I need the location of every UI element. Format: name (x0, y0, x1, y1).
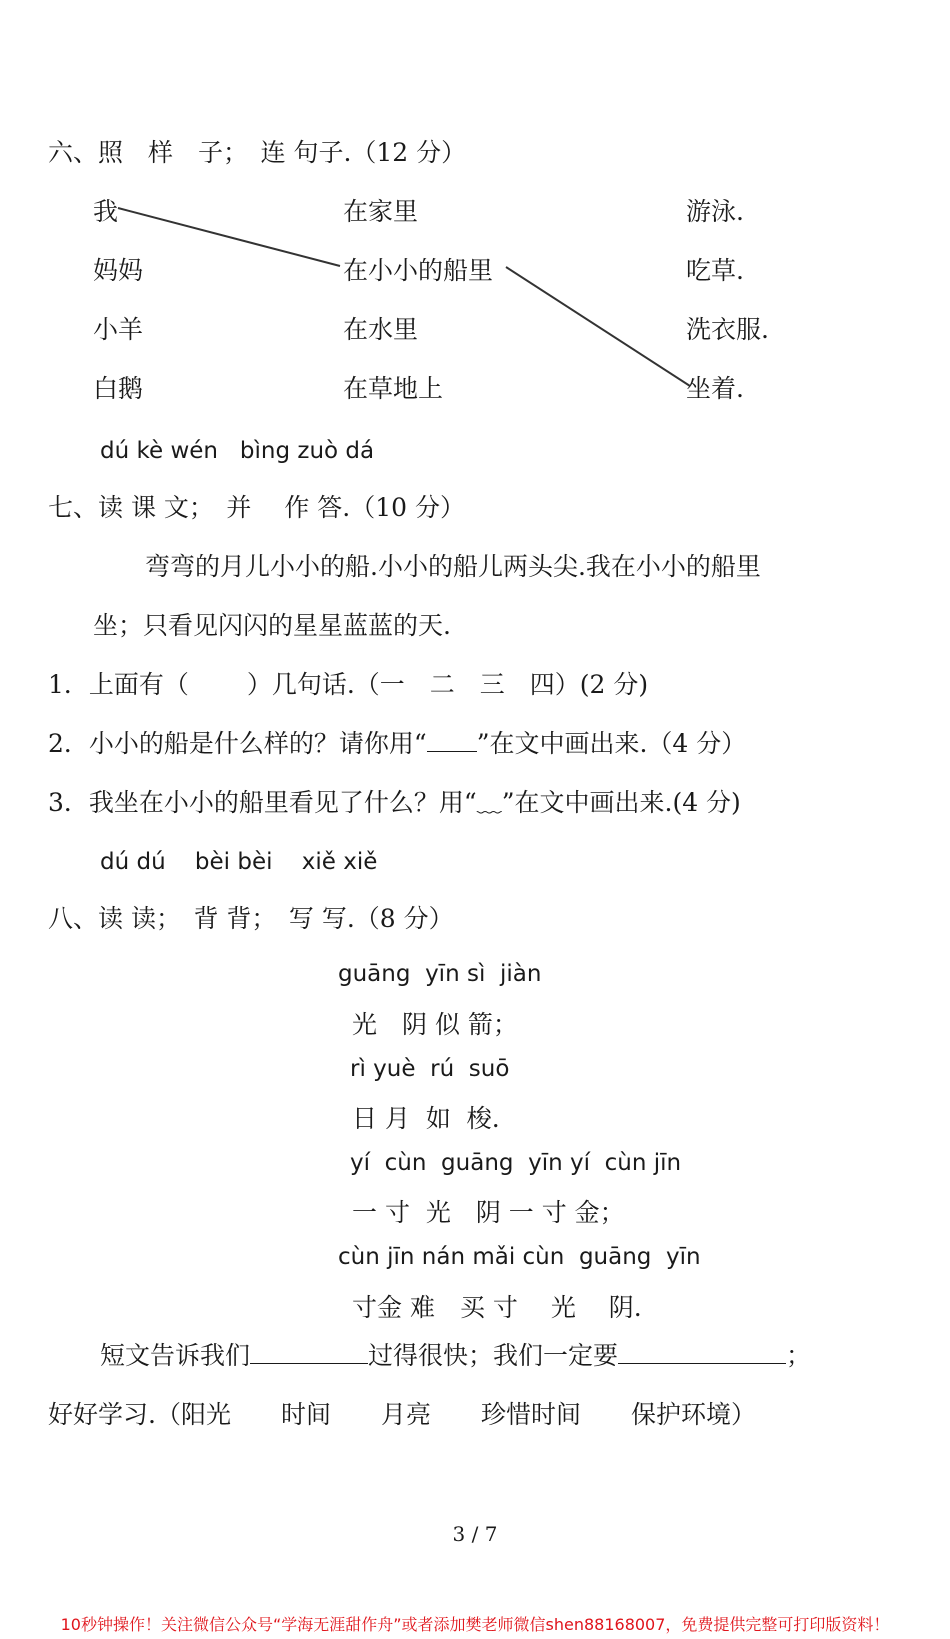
fill-text-a: 短文告诉我们 (100, 1341, 251, 1370)
answer-blank-1[interactable] (250, 1341, 368, 1364)
match-item-col2: 在草地上 (343, 374, 444, 403)
section7-pinyin: dú kè wén bìng zuò dá (100, 438, 375, 464)
match-item-col2: 在水里 (343, 315, 419, 344)
match-item-col3: 洗衣服. (686, 315, 769, 344)
passage-line-2: 坐；只看见闪闪的星星蓝蓝的天. (93, 611, 451, 640)
question-3 (48, 788, 741, 818)
section7-heading: 七、读 课 文； 并 作 答.（10 分） (48, 493, 465, 522)
match-item-col3: 游泳. (686, 197, 744, 226)
question-3-text-a: 3．我坐在小小的船里看见了什么？用“ (48, 788, 477, 817)
poem-line-1: 光 阴 似 箭； (352, 1010, 518, 1039)
footer-banner: 10秒钟操作！关注微信公众号“学海无涯甜作舟”或者添加樊老师微信shen88168007，免费提供完整可打印版资料！ (60, 1615, 890, 1634)
question-2 (48, 729, 746, 759)
match-item-col1: 小羊 (93, 315, 144, 344)
poem-pinyin-1: guāng yīn sì jiàn (338, 961, 542, 987)
match-item-col1: 妈妈 (93, 256, 144, 285)
poem-line-4: 寸金 难 买 寸 光 阴. (352, 1293, 642, 1322)
question-3-text-b: ”在文中画出来.(4 分) (501, 788, 741, 817)
match-item-col2: 在小小的船里 (343, 256, 494, 285)
question-2-text-b: ”在文中画出来.（4 分） (476, 729, 747, 758)
straight-line-mark (427, 729, 477, 752)
page-number: 3 / 7 (452, 1522, 498, 1546)
match-item-col1: 白鹅 (93, 374, 144, 403)
question-2-text-a: 2．小小的船是什么样的？请你用“ (48, 729, 427, 758)
fill-text-b: 过得很快；我们一定要 (368, 1341, 619, 1370)
match-item-col3: 坐着. (686, 374, 744, 403)
poem-line-3: 一 寸 光 阴 一 寸 金； (352, 1198, 625, 1227)
match-item-col2: 在家里 (343, 197, 419, 226)
match-item-col1: 我 (93, 197, 119, 226)
section8-pinyin: dú dú bèi bèi xiě xiě (100, 849, 378, 875)
question-1: 1．上面有（ ）几句话.（一 二 三 四）(2 分) (48, 670, 649, 699)
wavy-line-mark: ﹏ (476, 788, 502, 817)
poem-line-2: 日 月 如 梭. (352, 1104, 500, 1133)
section6-heading: 六、照 样 子； 连 句子.（12 分） (48, 138, 467, 167)
connector-line-wo-to-boat (118, 208, 340, 266)
answer-blank-2[interactable] (618, 1341, 786, 1364)
section8-heading: 八、读 读； 背 背； 写 写.（8 分） (48, 904, 454, 933)
match-item-col3: 吃草. (686, 256, 744, 285)
fill-text-c: ； (786, 1341, 812, 1370)
fill-in-sentence (100, 1341, 811, 1371)
options-line: 好好学习.（阳光 时间 月亮 珍惜时间 保护环境） (48, 1400, 756, 1429)
passage-line-1: 弯弯的月儿小小的船.小小的船儿两头尖.我在小小的船里 (145, 552, 761, 581)
poem-pinyin-2: rì yuè rú suō (350, 1056, 510, 1082)
connector-line-boat-to-sitting (506, 267, 690, 386)
poem-pinyin-4: cùn jīn nán mǎi cùn guāng yīn (338, 1244, 701, 1270)
poem-pinyin-3: yí cùn guāng yīn yí cùn jīn (350, 1150, 682, 1176)
